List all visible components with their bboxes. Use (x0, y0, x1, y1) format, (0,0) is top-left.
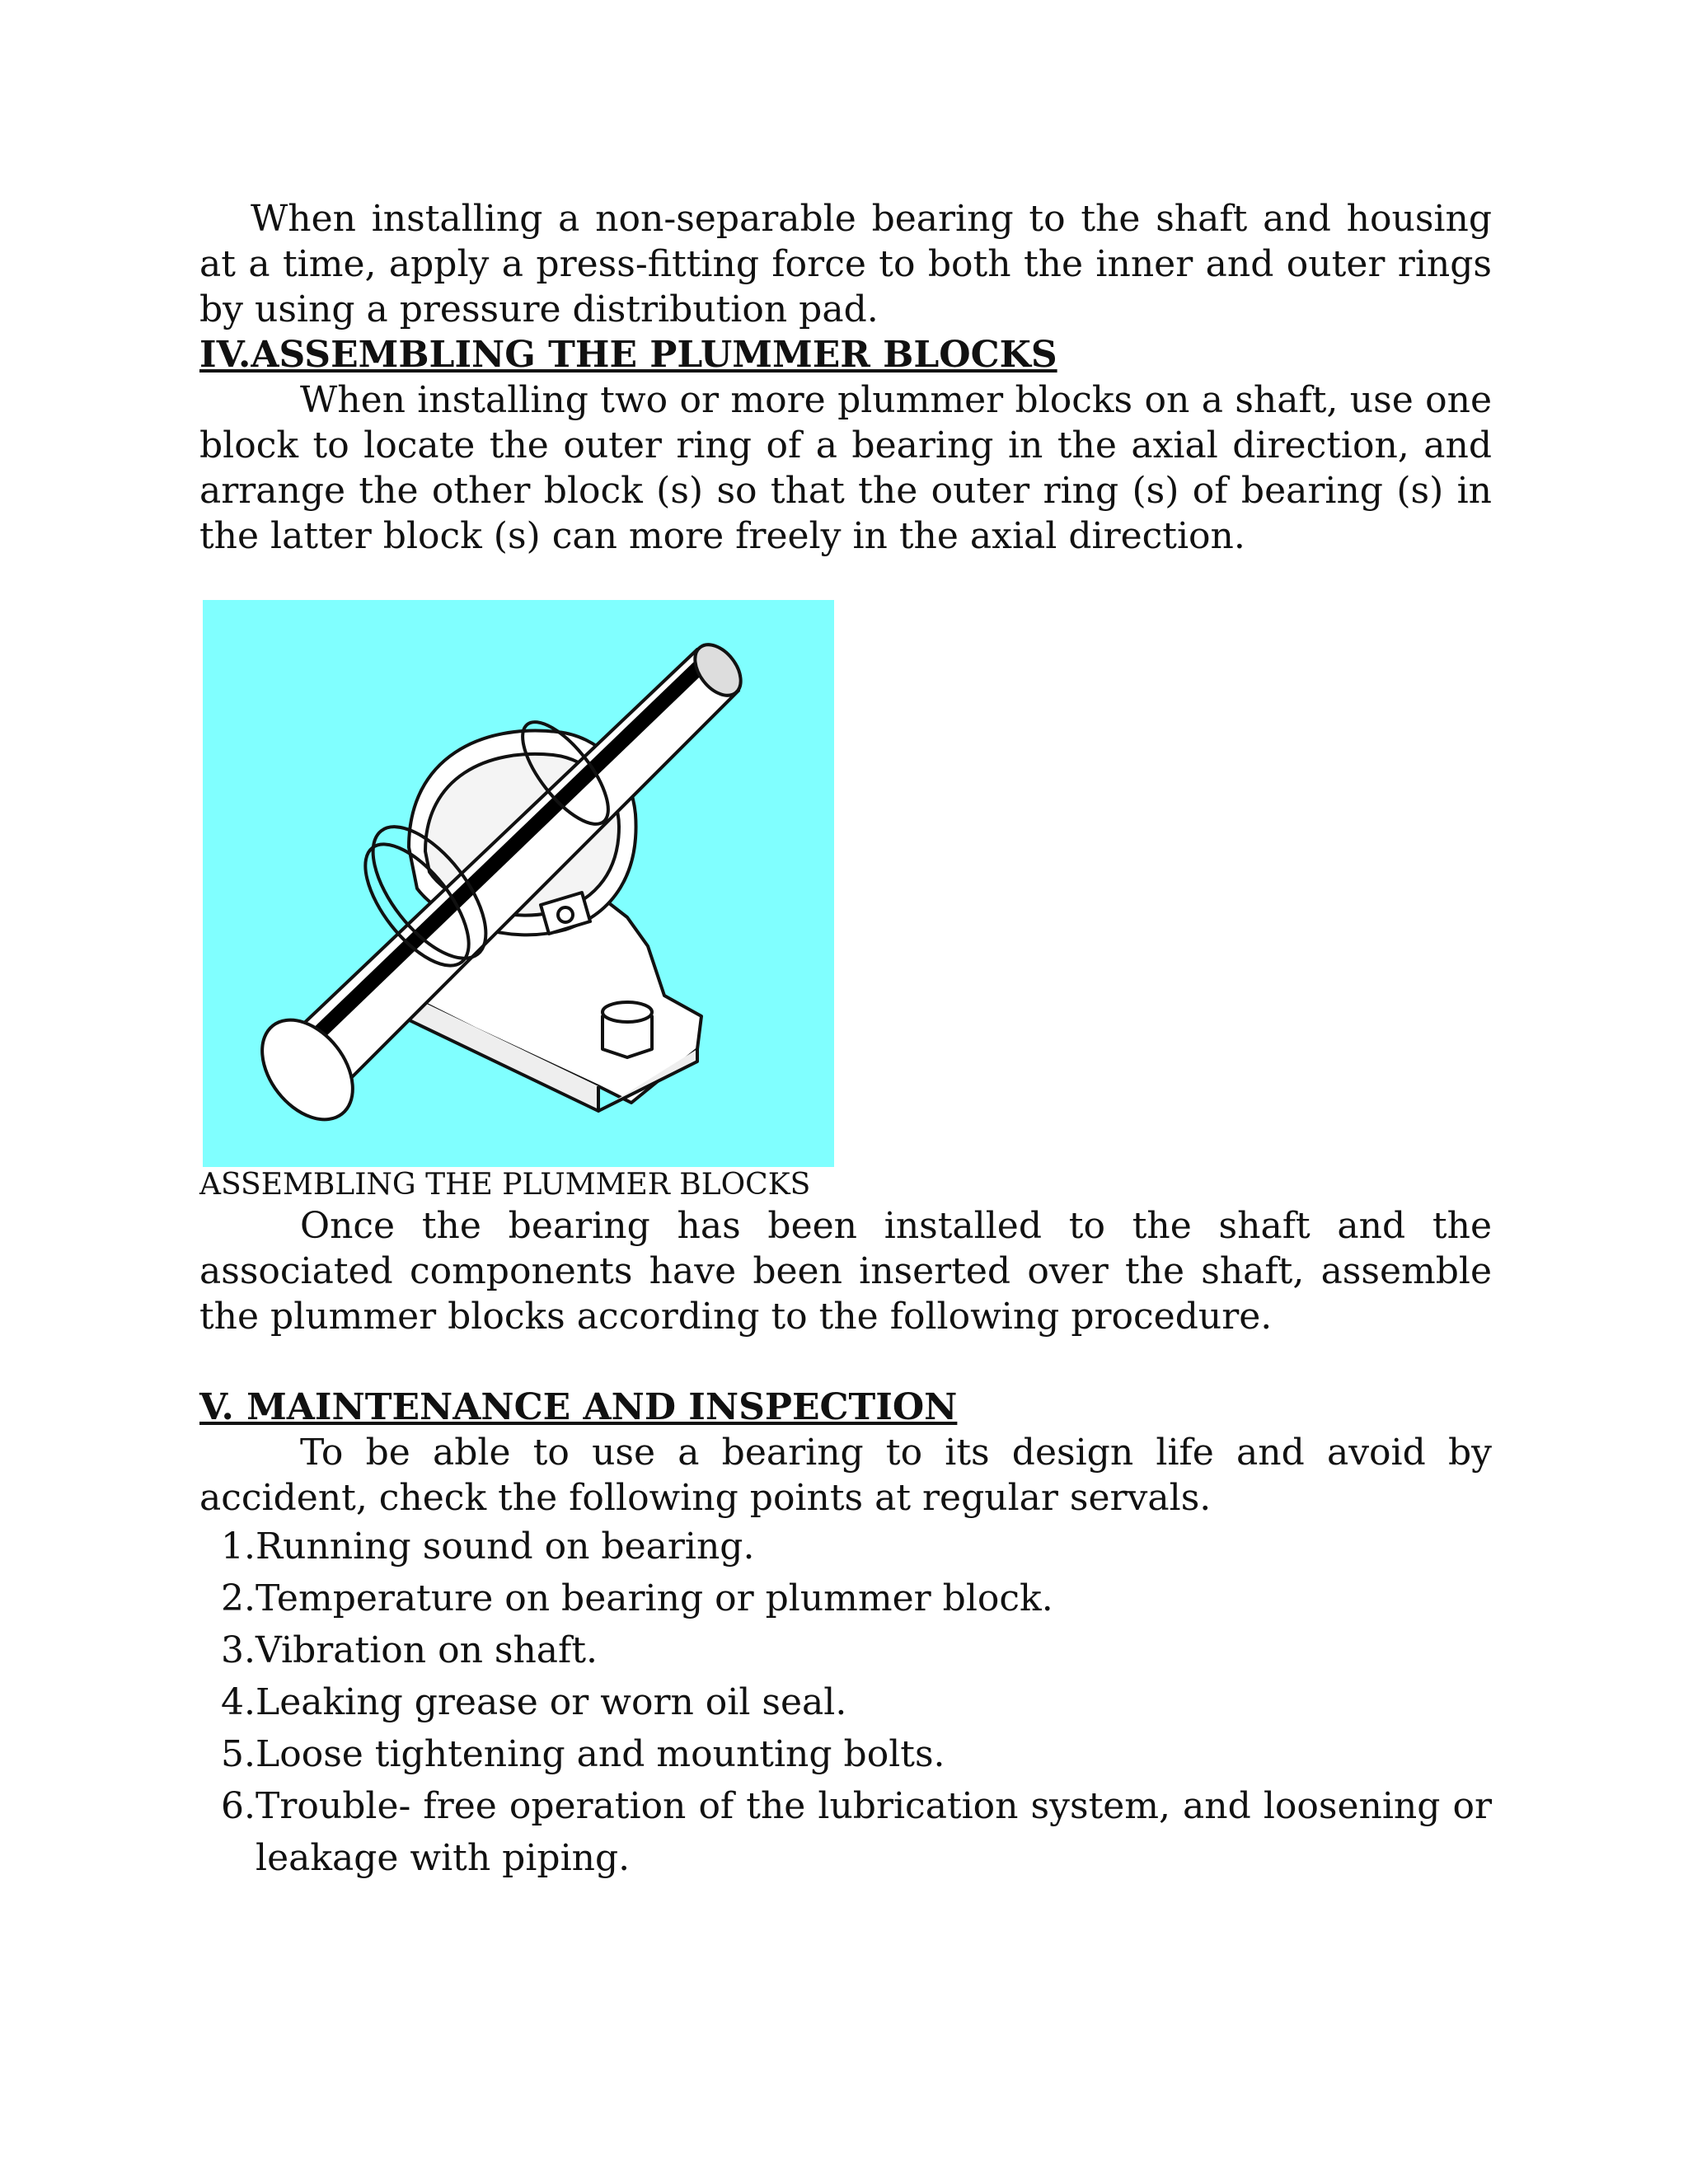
spacer (199, 1339, 1492, 1385)
assembling-paragraph: When installing two or more plummer blocks on a shaft, use one block to locate the outer ring of a bearing in the axial direction, and arrange the other block (s) so that the outer ring (s) of bearing (s) in the latter block (s) can more freely in the axial direction. (199, 379, 1492, 557)
intro-paragraph: When installing a non-separable bearing to the shaft and housing at a time, apply a press-fitting force to both the inner and outer rings by using a pressure distribution pad. (199, 198, 1492, 330)
list-item: 4. Leaking grease or worn oil seal. (221, 1681, 847, 1723)
plummer-block-illustration (203, 600, 834, 1167)
procedure-paragraph: Once the bearing has been installed to the shaft and the associated components have been inserted over the shaft, assemble the plummer blocks according to the following procedure. (199, 1205, 1492, 1338)
section-heading-assembling: IV.ASSEMBLING THE PLUMMER BLOCKS (199, 334, 1057, 376)
figure-caption: ASSEMBLING THE PLUMMER BLOCKS (199, 1168, 811, 1202)
maintenance-paragraph: To be able to use a bearing to its design life and avoid by accident, check the following points at regular servals. (199, 1432, 1492, 1519)
list-item: 6. Trouble- free operation of the lubrication system, and loosening or leakage with piping. (221, 1785, 1492, 1879)
list-item: 3. Vibration on shaft. (221, 1629, 598, 1671)
document-page (199, 196, 1492, 1884)
list-item: 5. Loose tightening and mounting bolts. (221, 1733, 945, 1775)
plummer-block-figure (203, 600, 834, 1167)
list-item: 1. Running sound on bearing. (221, 1526, 755, 1568)
inspection-points-list (199, 1521, 1492, 1884)
section-heading-maintenance: V. MAINTENANCE AND INSPECTION (199, 1386, 958, 1428)
list-item: 2. Temperature on bearing or plummer block. (221, 1577, 1053, 1619)
